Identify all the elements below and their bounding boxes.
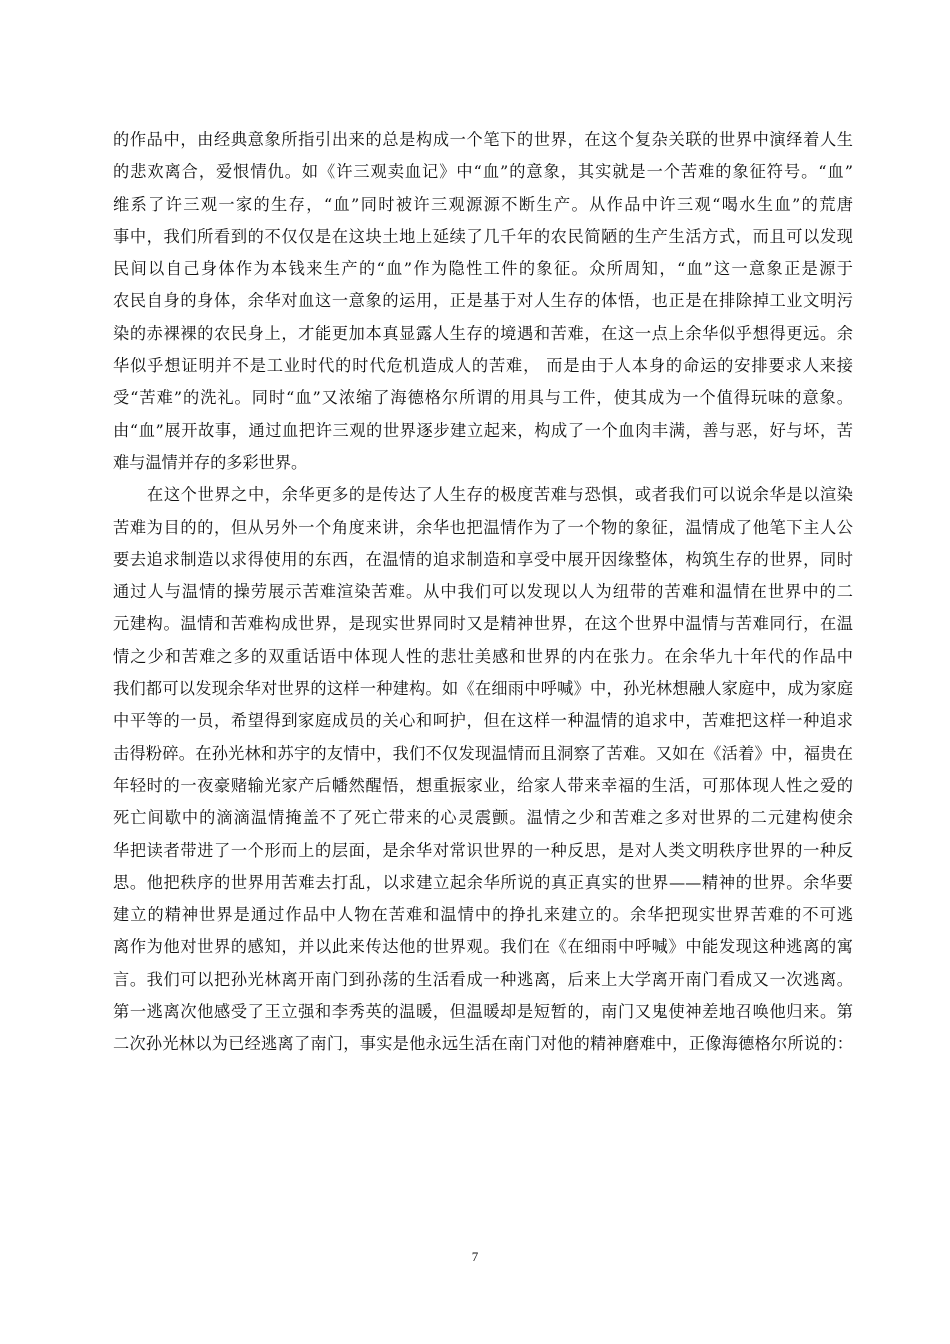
text-line: 死亡间歇中的滴滴温情掩盖不了死亡带来的心灵震颤。温情之少和苦难之多对世界的二元建构使余 [113,808,853,828]
text-line: 元建构。温情和苦难构成世界，是现实世界同时又是精神世界，在这个世界中温情与苦难同行，在温 [113,614,853,634]
text-line: 通过人与温情的操劳展示苦难渲染苦难。从中我们可以发现以人为纽带的苦难和温情在世界中的二 [113,582,853,602]
paragraph-1 [113,124,853,479]
text-line: 离作为他对世界的感知，并以此来传达他的世界观。我们在《在细雨中呼喊》中能发现这种逃离的寓 [113,937,853,957]
text-line: 事中，我们所看到的不仅仅是在这块土地上延续了几千年的农民简陋的生产生活方式，而且可以发现 [113,226,853,246]
text-line: 击得粉碎。在孙光林和苏宇的友情中，我们不仅发现温情而且洞察了苦难。又如在《活着》中，福贵在 [113,743,853,763]
text-line: 受“苦难”的洗礼。同时“血”又浓缩了海德格尔所谓的用具与工件，使其成为一个值得玩味的意象。 [113,388,853,408]
text-line: 难与温情并存的多彩世界。 [113,452,308,472]
text-line: 建立的精神世界是通过作品中人物在苦难和温情中的挣扎来建立的。余华把现实世界苦难的不可逃 [113,905,853,925]
text-line: 我们都可以发现余华对世界的这样一种建构。如《在细雨中呼喊》中，孙光林想融人家庭中，成为家庭 [113,679,853,699]
text-line: 二次孙光林以为已经逃离了南门，事实是他永远生活在南门对他的精神磨难中，正像海德格尔所说的： [113,1034,853,1054]
text-line: 思。他把秩序的世界用苦难去打乱，以求建立起余华所说的真正真实的世界——精神的世界。余华要 [113,872,853,892]
text-line: 维系了许三观一家的生存，“血”同时被许三观源源不断生产。从作品中许三观“喝水生血”的荒唐 [113,194,853,214]
text-line: 在这个世界之中，余华更多的是传达了人生存的极度苦难与恐惧，或者我们可以说余华是以渲染 [147,485,853,505]
text-line: 华把读者带进了一个形而上的层面，是余华对常识世界的一种反思，是对人类文明秩序世界的一种反 [113,840,853,860]
text-line: 华似乎想证明并不是工业时代的时代危机造成人的苦难， 而是由于人本身的命运的安排要求人来接 [113,356,853,376]
text-line: 第一逃离次他感受了王立强和李秀英的温暖，但温暖却是短暂的，南门又鬼使神差地召唤他归来。第 [113,1002,853,1022]
text-line: 民间以自己身体作为本钱来生产的“血”作为隐性工件的象征。众所周知，“血”这一意象正是源于 [113,259,853,279]
text-line: 的悲欢离合，爱恨情仇。如《许三观卖血记》中“血”的意象，其实就是一个苦难的象征符号。“血” [113,162,853,182]
text-line: 苦难为目的的，但从另外一个角度来讲，余华也把温情作为了一个物的象征，温情成了他笔下主人公 [113,517,853,537]
paragraph-2 [113,479,853,1060]
text-line: 年轻时的一夜豪赌输光家产后幡然醒悟，想重振家业，给家人带来幸福的生活，可那体现人性之爱的 [113,775,853,795]
text-line: 的作品中，由经典意象所指引出来的总是构成一个笔下的世界，在这个复杂关联的世界中演绎着人生 [113,130,853,149]
body-text [113,124,853,1061]
text-line: 中平等的一员，希望得到家庭成员的关心和呵护，但在这样一种温情的追求中，苦难把这样一种追求 [113,711,853,731]
text-line: 言。我们可以把孙光林离开南门到孙荡的生活看成一种逃离，后来上大学离开南门看成又一次逃离。 [113,969,853,989]
text-line: 由“血”展开故事，通过血把许三观的世界逐步建立起来，构成了一个血肉丰满，善与恶，好与坏，苦 [113,420,853,440]
text-line: 情之少和苦难之多的双重话语中体现人性的悲壮美感和世界的内在张力。在余华九十年代的作品中 [113,646,853,666]
text-line: 农民自身的身体，余华对血这一意象的运用，正是基于对人生存的体悟，也正是在排除掉工业文明污 [113,291,853,311]
text-line: 要去追求制造以求得使用的东西，在温情的追求制造和享受中展开因缘整体，构筑生存的世界，同时 [113,549,853,569]
text-line: 染的赤裸裸的农民身上，才能更加本真显露人生存的境遇和苦难，在这一点上余华似乎想得更远。余 [113,323,853,343]
page-number: 7 [471,1249,479,1264]
